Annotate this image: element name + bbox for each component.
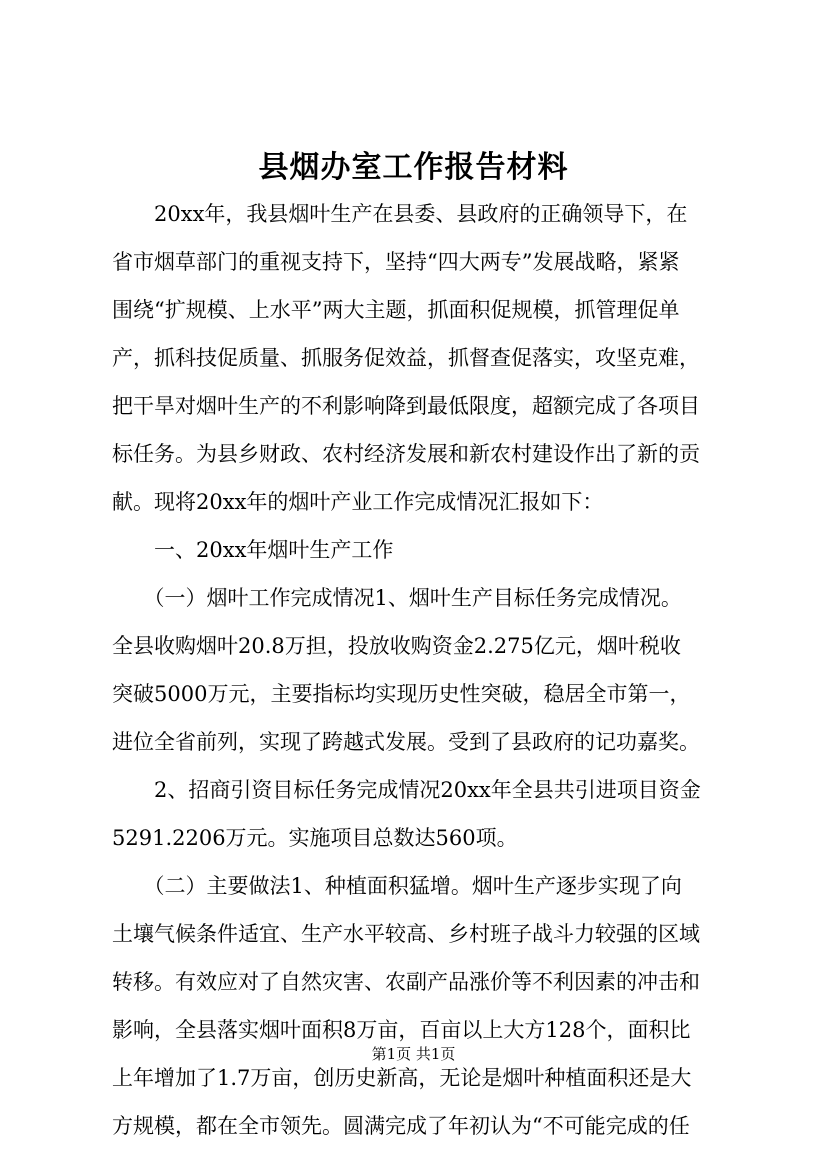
section-heading: 一、20xx年烟叶生产工作 <box>112 538 394 562</box>
page-number: 第1页 共1页 <box>371 1045 456 1063</box>
body-line: 方规模，都在全市领先。圆满完成了年初认为“不可能完成的任 <box>112 1114 690 1138</box>
document-body <box>112 190 744 1150</box>
body-line: 5291.2206万元。实施项目总数达560项。 <box>112 826 518 850</box>
document-title: 县烟办室工作报告材料 <box>258 150 569 185</box>
body-line: 转移。有效应对了自然灾害、农副产品涨价等不利因素的冲击和 <box>112 970 700 994</box>
body-line: 上年增加了1.7万亩，创历史新高，无论是烟叶种植面积还是大 <box>112 1066 692 1090</box>
body-line: 献。现将20xx年的烟叶产业工作完成情况汇报如下： <box>112 490 604 514</box>
body-line: （二）主要做法1、种植面积猛增。烟叶生产逐步实现了向 <box>112 874 682 898</box>
body-line: 20xx年，我县烟叶生产在县委、县政府的正确领导下，在 <box>112 202 688 226</box>
body-line: 土壤气候条件适宜、生产水平较高、乡村班子战斗力较强的区域 <box>112 922 700 946</box>
body-line: 全县收购烟叶20.8万担，投放收购资金2.275亿元，烟叶税收 <box>112 634 681 658</box>
body-line: （一）烟叶工作完成情况1、烟叶生产目标任务完成情况。 <box>112 586 682 610</box>
body-line: 围绕“扩规模、上水平”两大主题，抓面积促规模，抓管理促单 <box>112 298 680 322</box>
body-line: 省市烟草部门的重视支持下，坚持“四大两专”发展战略，紧紧 <box>112 250 680 274</box>
body-line: 突破5000万元，主要指标均实现历史性突破，稳居全市第一， <box>112 682 691 706</box>
body-line: 影响，全县落实烟叶面积8万亩，百亩以上大方128个，面积比 <box>112 1018 691 1042</box>
body-line: 标任务。为县乡财政、农村经济发展和新农村建设作出了新的贡 <box>112 442 700 466</box>
body-line: 2、招商引资目标任务完成情况20xx年全县共引进项目资金 <box>112 778 701 802</box>
body-line: 产，抓科技促质量、抓服务促效益，抓督查促落实，攻坚克难， <box>112 346 700 370</box>
body-line: 把干旱对烟叶生产的不利影响降到最低限度，超额完成了各项目 <box>112 394 700 418</box>
body-line: 进位全省前列，实现了跨越式发展。受到了县政府的记功嘉奖。 <box>112 730 700 754</box>
